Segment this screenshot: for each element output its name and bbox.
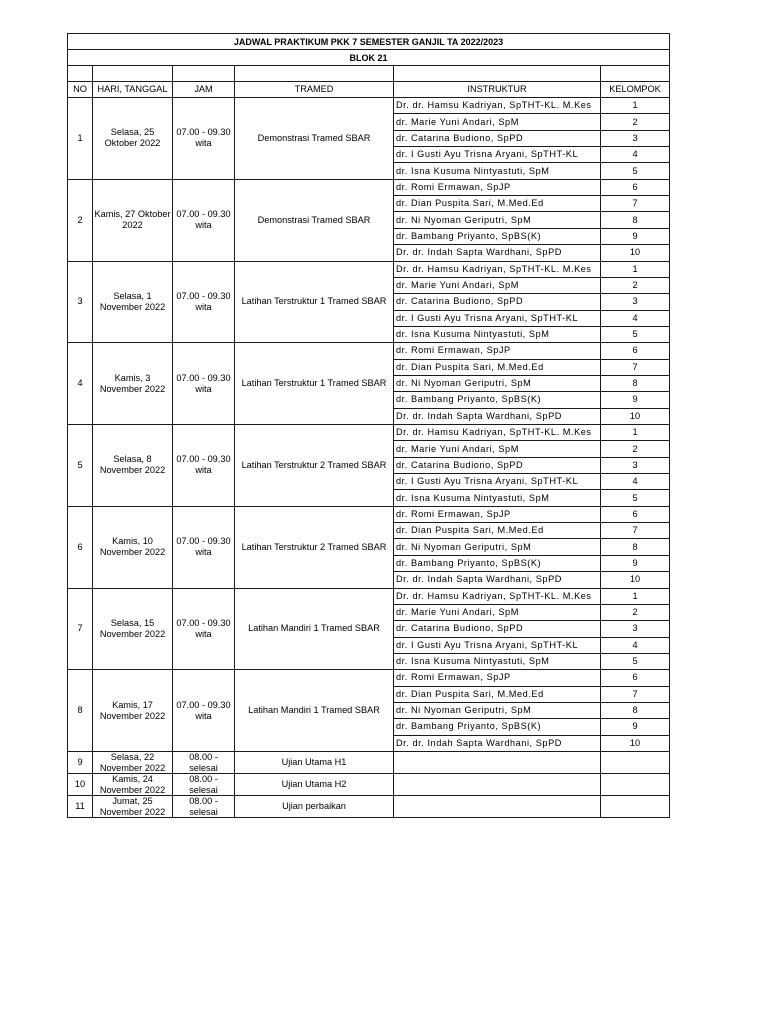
session-number: 6 bbox=[68, 507, 93, 589]
instructor-name: dr. Dian Puspita Sari, M.Med.Ed bbox=[394, 360, 601, 376]
group-number: 6 bbox=[601, 507, 670, 523]
instructor-name: dr. Dian Puspita Sari, M.Med.Ed bbox=[394, 523, 601, 539]
session-time: 07.00 - 09.30 wita bbox=[173, 343, 235, 425]
session-time: 07.00 - 09.30 wita bbox=[173, 589, 235, 671]
instructor-name: dr. Isna Kusuma Nintyastuti, SpM bbox=[394, 327, 601, 343]
blank-cell bbox=[601, 66, 670, 82]
schedule-table bbox=[67, 33, 670, 818]
instructor-name: Dr. dr. Hamsu Kadriyan, SpTHT-KL. M.Kes bbox=[394, 98, 601, 114]
session-number: 1 bbox=[68, 98, 93, 180]
session-row bbox=[68, 180, 670, 262]
instructor-cell-empty bbox=[394, 796, 601, 818]
session-row bbox=[68, 774, 670, 796]
blank-cell bbox=[173, 66, 235, 82]
session-row bbox=[68, 343, 670, 425]
header-instructor: INSTRUKTUR bbox=[394, 82, 601, 98]
group-number: 1 bbox=[601, 98, 670, 114]
group-number: 7 bbox=[601, 523, 670, 539]
session-time: 07.00 - 09.30 wita bbox=[173, 98, 235, 180]
header-group: KELOMPOK bbox=[601, 82, 670, 98]
instructor-name: dr. Catarina Budiono, SpPD bbox=[394, 458, 601, 474]
group-number: 9 bbox=[601, 719, 670, 735]
instructor-name: dr. Romi Ermawan, SpJP bbox=[394, 343, 601, 359]
group-number: 3 bbox=[601, 621, 670, 637]
instructor-name: dr. Dian Puspita Sari, M.Med.Ed bbox=[394, 196, 601, 212]
schedule-body bbox=[68, 98, 670, 818]
session-tramed: Latihan Mandiri 1 Tramed SBAR bbox=[235, 589, 394, 671]
session-tramed: Latihan Terstruktur 1 Tramed SBAR bbox=[235, 262, 394, 344]
session-row bbox=[68, 752, 670, 774]
session-time: 08.00 - selesai bbox=[173, 752, 235, 774]
instructor-name: dr. Catarina Budiono, SpPD bbox=[394, 131, 601, 147]
session-row bbox=[68, 589, 670, 671]
instructor-name: dr. Marie Yuni Andari, SpM bbox=[394, 441, 601, 457]
group-number: 1 bbox=[601, 262, 670, 278]
session-tramed: Ujian perbaikan bbox=[235, 796, 394, 818]
group-number: 4 bbox=[601, 474, 670, 490]
instructor-name: Dr. dr. Hamsu Kadriyan, SpTHT-KL. M.Kes bbox=[394, 262, 601, 278]
group-number: 7 bbox=[601, 360, 670, 376]
instructor-name: dr. Bambang Priyanto, SpBS(K) bbox=[394, 556, 601, 572]
group-number: 7 bbox=[601, 196, 670, 212]
instructor-name: Dr. dr. Indah Sapta Wardhani, SpPD bbox=[394, 736, 601, 752]
group-cell-empty bbox=[601, 796, 670, 818]
instructor-name: dr. Isna Kusuma Nintyastuti, SpM bbox=[394, 163, 601, 179]
block-label: BLOK 21 bbox=[68, 50, 670, 66]
session-row bbox=[68, 425, 670, 507]
group-number: 5 bbox=[601, 163, 670, 179]
session-tramed: Demonstrasi Tramed SBAR bbox=[235, 98, 394, 180]
instructor-name: dr. Bambang Priyanto, SpBS(K) bbox=[394, 719, 601, 735]
session-date: Kamis, 17 November 2022 bbox=[93, 670, 173, 752]
session-row bbox=[68, 670, 670, 752]
group-number: 8 bbox=[601, 376, 670, 392]
session-number: 3 bbox=[68, 262, 93, 344]
group-number: 4 bbox=[601, 638, 670, 654]
group-number: 3 bbox=[601, 458, 670, 474]
group-number: 1 bbox=[601, 425, 670, 441]
session-number: 7 bbox=[68, 589, 93, 671]
session-number: 10 bbox=[68, 774, 93, 796]
instructor-name: dr. Ni Nyoman Geriputri, SpM bbox=[394, 212, 601, 228]
group-number: 10 bbox=[601, 409, 670, 425]
instructor-name: dr. I Gusti Ayu Trisna Aryani, SpTHT-KL bbox=[394, 474, 601, 490]
group-number: 6 bbox=[601, 180, 670, 196]
group-number: 10 bbox=[601, 245, 670, 261]
session-time: 08.00 - selesai bbox=[173, 796, 235, 818]
session-time: 07.00 - 09.30 wita bbox=[173, 180, 235, 262]
instructor-name: Dr. dr. Indah Sapta Wardhani, SpPD bbox=[394, 572, 601, 588]
group-number: 5 bbox=[601, 654, 670, 670]
group-number: 2 bbox=[601, 114, 670, 130]
session-date: Selasa, 8 November 2022 bbox=[93, 425, 173, 507]
header-tramed: TRAMED bbox=[235, 82, 394, 98]
instructor-name: dr. Dian Puspita Sari, M.Med.Ed bbox=[394, 687, 601, 703]
instructor-name: dr. Marie Yuni Andari, SpM bbox=[394, 114, 601, 130]
session-time: 07.00 - 09.30 wita bbox=[173, 425, 235, 507]
session-row bbox=[68, 507, 670, 589]
header-row bbox=[68, 82, 670, 98]
session-date: Kamis, 10 November 2022 bbox=[93, 507, 173, 589]
session-date: Selasa, 22 November 2022 bbox=[93, 752, 173, 774]
session-tramed: Ujian Utama H1 bbox=[235, 752, 394, 774]
instructor-name: dr. I Gusti Ayu Trisna Aryani, SpTHT-KL bbox=[394, 638, 601, 654]
instructor-name: dr. Catarina Budiono, SpPD bbox=[394, 621, 601, 637]
instructor-name: dr. Bambang Priyanto, SpBS(K) bbox=[394, 229, 601, 245]
blank-cell bbox=[235, 66, 394, 82]
session-row bbox=[68, 796, 670, 818]
group-number: 6 bbox=[601, 670, 670, 686]
session-date: Selasa, 25 Oktober 2022 bbox=[93, 98, 173, 180]
instructor-name: dr. Isna Kusuma Nintyastuti, SpM bbox=[394, 490, 601, 506]
blank-cell bbox=[68, 66, 93, 82]
session-date: Jumat, 25 November 2022 bbox=[93, 796, 173, 818]
session-tramed: Latihan Terstruktur 2 Tramed SBAR bbox=[235, 425, 394, 507]
group-number: 5 bbox=[601, 490, 670, 506]
schedule-title: JADWAL PRAKTIKUM PKK 7 SEMESTER GANJIL TA 2022/2023 bbox=[68, 34, 670, 50]
session-date: Kamis, 24 November 2022 bbox=[93, 774, 173, 796]
instructor-name: dr. Ni Nyoman Geriputri, SpM bbox=[394, 703, 601, 719]
group-number: 9 bbox=[601, 229, 670, 245]
instructor-name: dr. Marie Yuni Andari, SpM bbox=[394, 278, 601, 294]
instructor-name: Dr. dr. Hamsu Kadriyan, SpTHT-KL. M.Kes bbox=[394, 425, 601, 441]
group-cell-empty bbox=[601, 774, 670, 796]
instructor-name: dr. Romi Ermawan, SpJP bbox=[394, 180, 601, 196]
session-tramed: Latihan Mandiri 1 Tramed SBAR bbox=[235, 670, 394, 752]
instructor-name: dr. I Gusti Ayu Trisna Aryani, SpTHT-KL bbox=[394, 147, 601, 163]
instructor-name: dr. Ni Nyoman Geriputri, SpM bbox=[394, 539, 601, 555]
instructor-name: dr. Bambang Priyanto, SpBS(K) bbox=[394, 392, 601, 408]
session-time: 07.00 - 09.30 wita bbox=[173, 507, 235, 589]
group-number: 1 bbox=[601, 589, 670, 605]
session-date: Selasa, 15 November 2022 bbox=[93, 589, 173, 671]
instructor-name: Dr. dr. Indah Sapta Wardhani, SpPD bbox=[394, 245, 601, 261]
group-number: 3 bbox=[601, 294, 670, 310]
group-number: 9 bbox=[601, 556, 670, 572]
header-time: JAM bbox=[173, 82, 235, 98]
instructor-name: dr. Romi Ermawan, SpJP bbox=[394, 670, 601, 686]
session-date: Selasa, 1 November 2022 bbox=[93, 262, 173, 344]
session-tramed: Latihan Terstruktur 1 Tramed SBAR bbox=[235, 343, 394, 425]
session-number: 8 bbox=[68, 670, 93, 752]
group-number: 5 bbox=[601, 327, 670, 343]
session-date: Kamis, 27 Oktober 2022 bbox=[93, 180, 173, 262]
instructor-name: dr. Romi Ermawan, SpJP bbox=[394, 507, 601, 523]
blank-cell bbox=[394, 66, 601, 82]
instructor-cell-empty bbox=[394, 752, 601, 774]
group-number: 8 bbox=[601, 703, 670, 719]
instructor-name: Dr. dr. Indah Sapta Wardhani, SpPD bbox=[394, 409, 601, 425]
instructor-name: dr. I Gusti Ayu Trisna Aryani, SpTHT-KL bbox=[394, 311, 601, 327]
instructor-name: dr. Marie Yuni Andari, SpM bbox=[394, 605, 601, 621]
header-no: NO bbox=[68, 82, 93, 98]
session-time: 07.00 - 09.30 wita bbox=[173, 262, 235, 344]
session-row bbox=[68, 262, 670, 344]
group-number: 8 bbox=[601, 212, 670, 228]
session-number: 4 bbox=[68, 343, 93, 425]
group-number: 9 bbox=[601, 392, 670, 408]
group-number: 6 bbox=[601, 343, 670, 359]
group-number: 10 bbox=[601, 736, 670, 752]
instructor-name: Dr. dr. Hamsu Kadriyan, SpTHT-KL. M.Kes bbox=[394, 589, 601, 605]
blank-row bbox=[68, 66, 670, 82]
session-tramed: Latihan Terstruktur 2 Tramed SBAR bbox=[235, 507, 394, 589]
session-number: 5 bbox=[68, 425, 93, 507]
session-tramed: Demonstrasi Tramed SBAR bbox=[235, 180, 394, 262]
session-tramed: Ujian Utama H2 bbox=[235, 774, 394, 796]
group-number: 4 bbox=[601, 147, 670, 163]
session-date: Kamis, 3 November 2022 bbox=[93, 343, 173, 425]
instructor-name: dr. Catarina Budiono, SpPD bbox=[394, 294, 601, 310]
group-number: 2 bbox=[601, 441, 670, 457]
session-number: 9 bbox=[68, 752, 93, 774]
group-number: 10 bbox=[601, 572, 670, 588]
group-number: 2 bbox=[601, 605, 670, 621]
group-number: 8 bbox=[601, 539, 670, 555]
session-number: 2 bbox=[68, 180, 93, 262]
session-time: 08.00 - selesai bbox=[173, 774, 235, 796]
group-number: 3 bbox=[601, 131, 670, 147]
group-cell-empty bbox=[601, 752, 670, 774]
session-number: 11 bbox=[68, 796, 93, 818]
group-number: 4 bbox=[601, 311, 670, 327]
instructor-cell-empty bbox=[394, 774, 601, 796]
session-time: 07.00 - 09.30 wita bbox=[173, 670, 235, 752]
group-number: 2 bbox=[601, 278, 670, 294]
instructor-name: dr. Isna Kusuma Nintyastuti, SpM bbox=[394, 654, 601, 670]
header-date: HARI, TANGGAL bbox=[93, 82, 173, 98]
session-row bbox=[68, 98, 670, 180]
group-number: 7 bbox=[601, 687, 670, 703]
instructor-name: dr. Ni Nyoman Geriputri, SpM bbox=[394, 376, 601, 392]
blank-cell bbox=[93, 66, 173, 82]
